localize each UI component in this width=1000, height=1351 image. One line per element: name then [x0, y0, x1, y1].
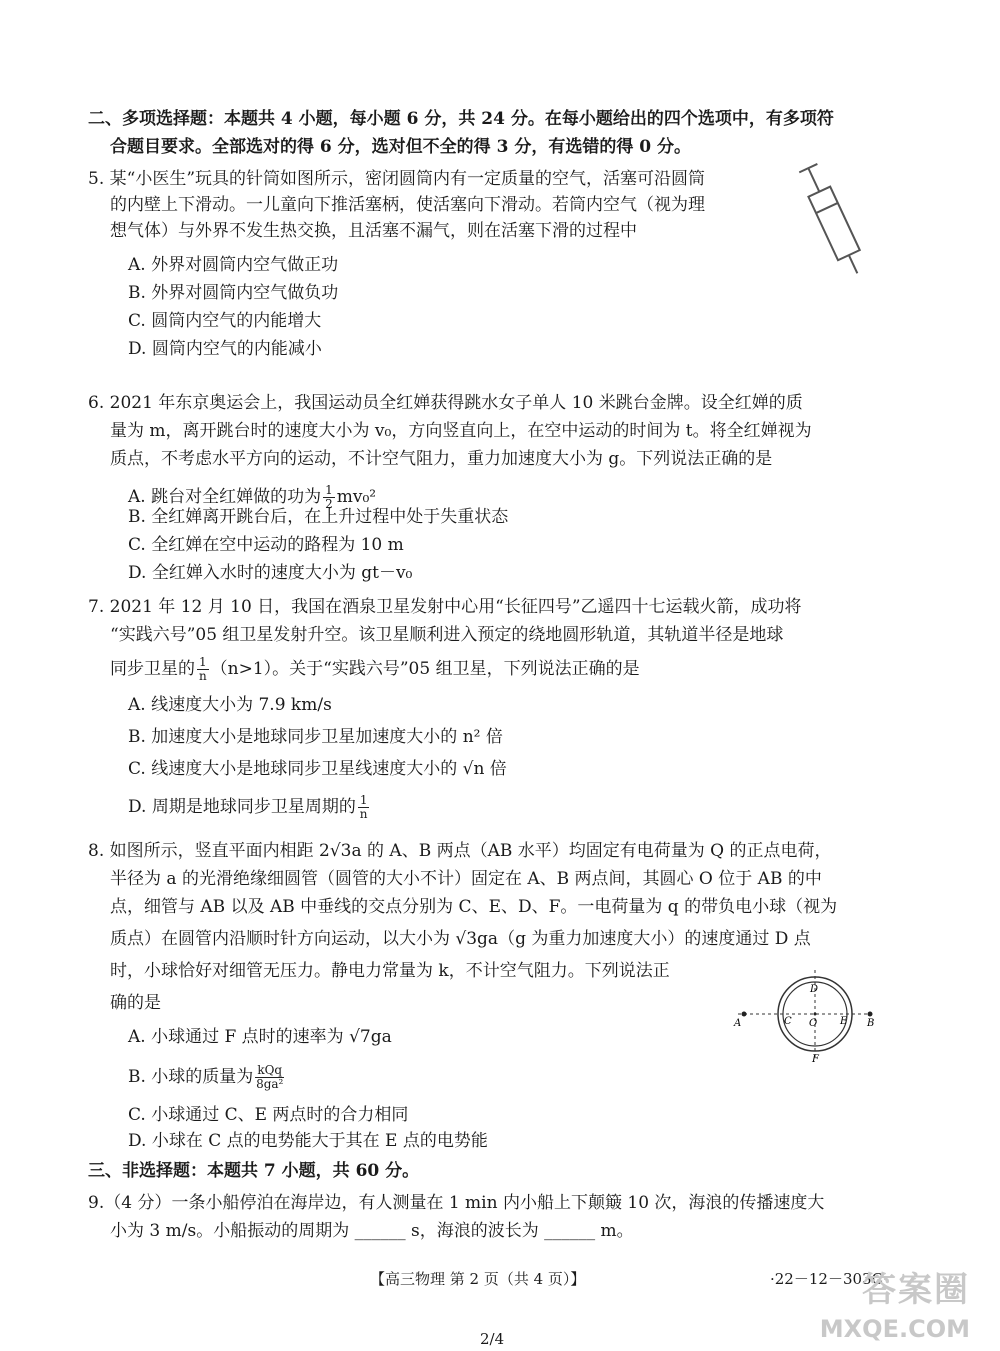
center-o: [814, 1013, 817, 1016]
q8-line1: 8. 如图所示，竖直平面内相距 2√3a 的 A、B 两点（AB 水平）均固定有电荷量为 Q 的正点电荷，: [88, 841, 832, 861]
q8-option-b-fraction: [255, 1064, 284, 1091]
watermark-logo: 答案圈: [862, 1270, 970, 1310]
q7-line3-pre: 同步卫星的: [110, 659, 195, 679]
label-o: O: [809, 1018, 818, 1029]
q7-option-d-fraction: [358, 794, 370, 821]
footer-code: ·22－12－303C·: [770, 1270, 888, 1288]
q8-line5: 时，小球恰好对细管无压力。静电力常量为 k，不计空气阻力。下列说法正: [110, 961, 670, 981]
q6-line1: 6. 2021 年东京奥运会上，我国运动员全红婵获得跳水女子单人 10 米跳台金牌。设全红婵的质: [88, 393, 803, 413]
charge-b: [868, 1012, 873, 1017]
label-f: F: [812, 1054, 819, 1065]
q8-line4: 质点）在圆管内沿顺时针方向运动，以大小为 √3ga（g 为重力加速度大小）的速度通过 D 点: [110, 929, 811, 949]
q5-line2: 的内壁上下滑动。一儿童向下推活塞柄，使活塞向下滑动。若筒内空气（视为理: [110, 195, 705, 215]
q8-option-c: C. 小球通过 C、E 两点时的合力相同: [128, 1105, 409, 1125]
label-a: A: [734, 1018, 742, 1029]
syringe-nozzle: [849, 255, 857, 273]
q6-option-a-expr: mv₀²: [336, 487, 377, 507]
q5-line3: 想气体）与外界不发生热交换，且活塞不漏气，则在活塞下滑的过程中: [110, 221, 637, 241]
q7-line3: [110, 656, 640, 683]
q7-option-d: [128, 794, 371, 821]
q8-option-a: A. 小球通过 F 点时的速率为 √7ga: [128, 1027, 392, 1047]
q6-option-d: D. 全红婵入水时的速度大小为 gt－v₀: [128, 563, 413, 583]
syringe-figure: [790, 158, 880, 288]
q8-option-b-text: B. 小球的质量为: [128, 1067, 254, 1087]
q5-option-b: B. 外界对圆筒内空气做负功: [128, 283, 339, 303]
page-indicator: 2/4: [480, 1330, 505, 1348]
fraction-denominator: 8ga²: [256, 1077, 284, 1091]
label-d: D: [810, 984, 819, 995]
fraction-numerator: kQq: [257, 1063, 283, 1077]
syringe-plunger-handle: [799, 164, 817, 172]
q7-line2: “实践六号”05 组卫星发射升空。该卫星顺利进入预定的绕地圆形轨道，其轨道半径是地球: [110, 625, 784, 645]
watermark-site: MXQE.COM: [819, 1315, 970, 1343]
q6-option-b: B. 全红婵离开跳台后，在上升过程中处于失重状态: [128, 507, 509, 527]
charge-a: [742, 1012, 747, 1017]
q9-line1: 9.（4 分）一条小船停泊在海岸边，有人测量在 1 min 内小船上下颠簸 10 次，海浪的传播速度大: [88, 1193, 825, 1213]
q8-line2: 半径为 a 的光滑绝缘细圆管（圆管的大小不计）固定在 A、B 两点间，其圆心 O 位于 AB 的中: [110, 869, 822, 889]
q6-option-a-text: A. 跳台对全红婵做的功为: [128, 487, 322, 507]
q6-line3: 质点，不考虑水平方向的运动，不计空气阻力，重力加速度大小为 g。下列说法正确的是: [110, 449, 773, 469]
q8-option-d: D. 小球在 C 点的电势能大于其在 E 点的电势能: [128, 1131, 488, 1151]
fraction-denominator: n: [359, 807, 368, 821]
label-b: B: [867, 1018, 875, 1029]
q8-option-b: [128, 1064, 286, 1091]
section2-heading-line2: 合题目要求。全部选对的得 6 分，选对但不全的得 3 分，有选错的得 0 分。: [110, 137, 691, 157]
q8-line3: 点，细管与 AB 以及 AB 中垂线的交点分别为 C、E、D、F。一电荷量为 q 的带负电小球（视为: [110, 897, 838, 917]
label-e: E: [840, 1016, 848, 1027]
fraction-numerator: 1: [325, 483, 333, 497]
q7-line3-post: （n>1）。关于“实践六号”05 组卫星，下列说法正确的是: [210, 659, 640, 679]
q7-option-d-text: D. 周期是地球同步卫星周期的: [128, 797, 356, 817]
q7-option-c: C. 线速度大小是地球同步卫星线速度大小的 √n 倍: [128, 759, 507, 779]
q5-line1: 5. 某“小医生”玩具的针筒如图所示，密闭圆筒内有一定质量的空气，活塞可沿圆筒: [88, 169, 706, 189]
syringe-plunger-rod: [808, 168, 819, 192]
q6-line2: 量为 m，离开跳台时的速度大小为 v₀，方向竖直向上，在空中运动的时间为 t。将全红婵视为: [110, 421, 812, 441]
section3-heading: 三、非选择题：本题共 7 小题，共 60 分。: [88, 1161, 420, 1181]
q7-line1: 7. 2021 年 12 月 10 日，我国在酒泉卫星发射中心用“长征四号”乙遥四十七运载火箭，成功将: [88, 597, 802, 617]
fraction-numerator: 1: [359, 793, 368, 807]
fraction-denominator: n: [198, 669, 207, 683]
q5-option-a: A. 外界对圆筒内空气做正功: [128, 255, 339, 275]
label-c: C: [784, 1016, 792, 1027]
q6-option-c: C. 全红婵在空中运动的路程为 10 m: [128, 535, 404, 555]
q9-line2: 小为 3 m/s。小船振动的周期为 ______ s，海浪的波长为 ______ m。: [110, 1221, 634, 1241]
q7-fraction: [197, 656, 209, 683]
section2-heading-line1: 二、多项选择题：本题共 4 小题，每小题 6 分，共 24 分。在每小题给出的四个选项中，有多项符: [88, 109, 834, 129]
q8-line6: 确的是: [110, 993, 161, 1013]
q5-option-d: D. 圆筒内空气的内能减小: [128, 339, 322, 359]
fraction-numerator: 1: [199, 655, 207, 669]
fraction-denominator: 2: [325, 497, 333, 511]
syringe-barrel: [808, 187, 859, 261]
footer-page-label: 【高三物理 第 2 页（共 4 页）】: [370, 1270, 586, 1288]
q5-option-c: C. 圆筒内空气的内能增大: [128, 311, 322, 331]
q7-option-a: A. 线速度大小为 7.9 km/s: [128, 695, 332, 715]
q7-option-b: B. 加速度大小是地球同步卫星加速度大小的 n² 倍: [128, 727, 503, 747]
syringe-piston: [816, 203, 838, 213]
q8-circle-figure: [730, 966, 880, 1066]
